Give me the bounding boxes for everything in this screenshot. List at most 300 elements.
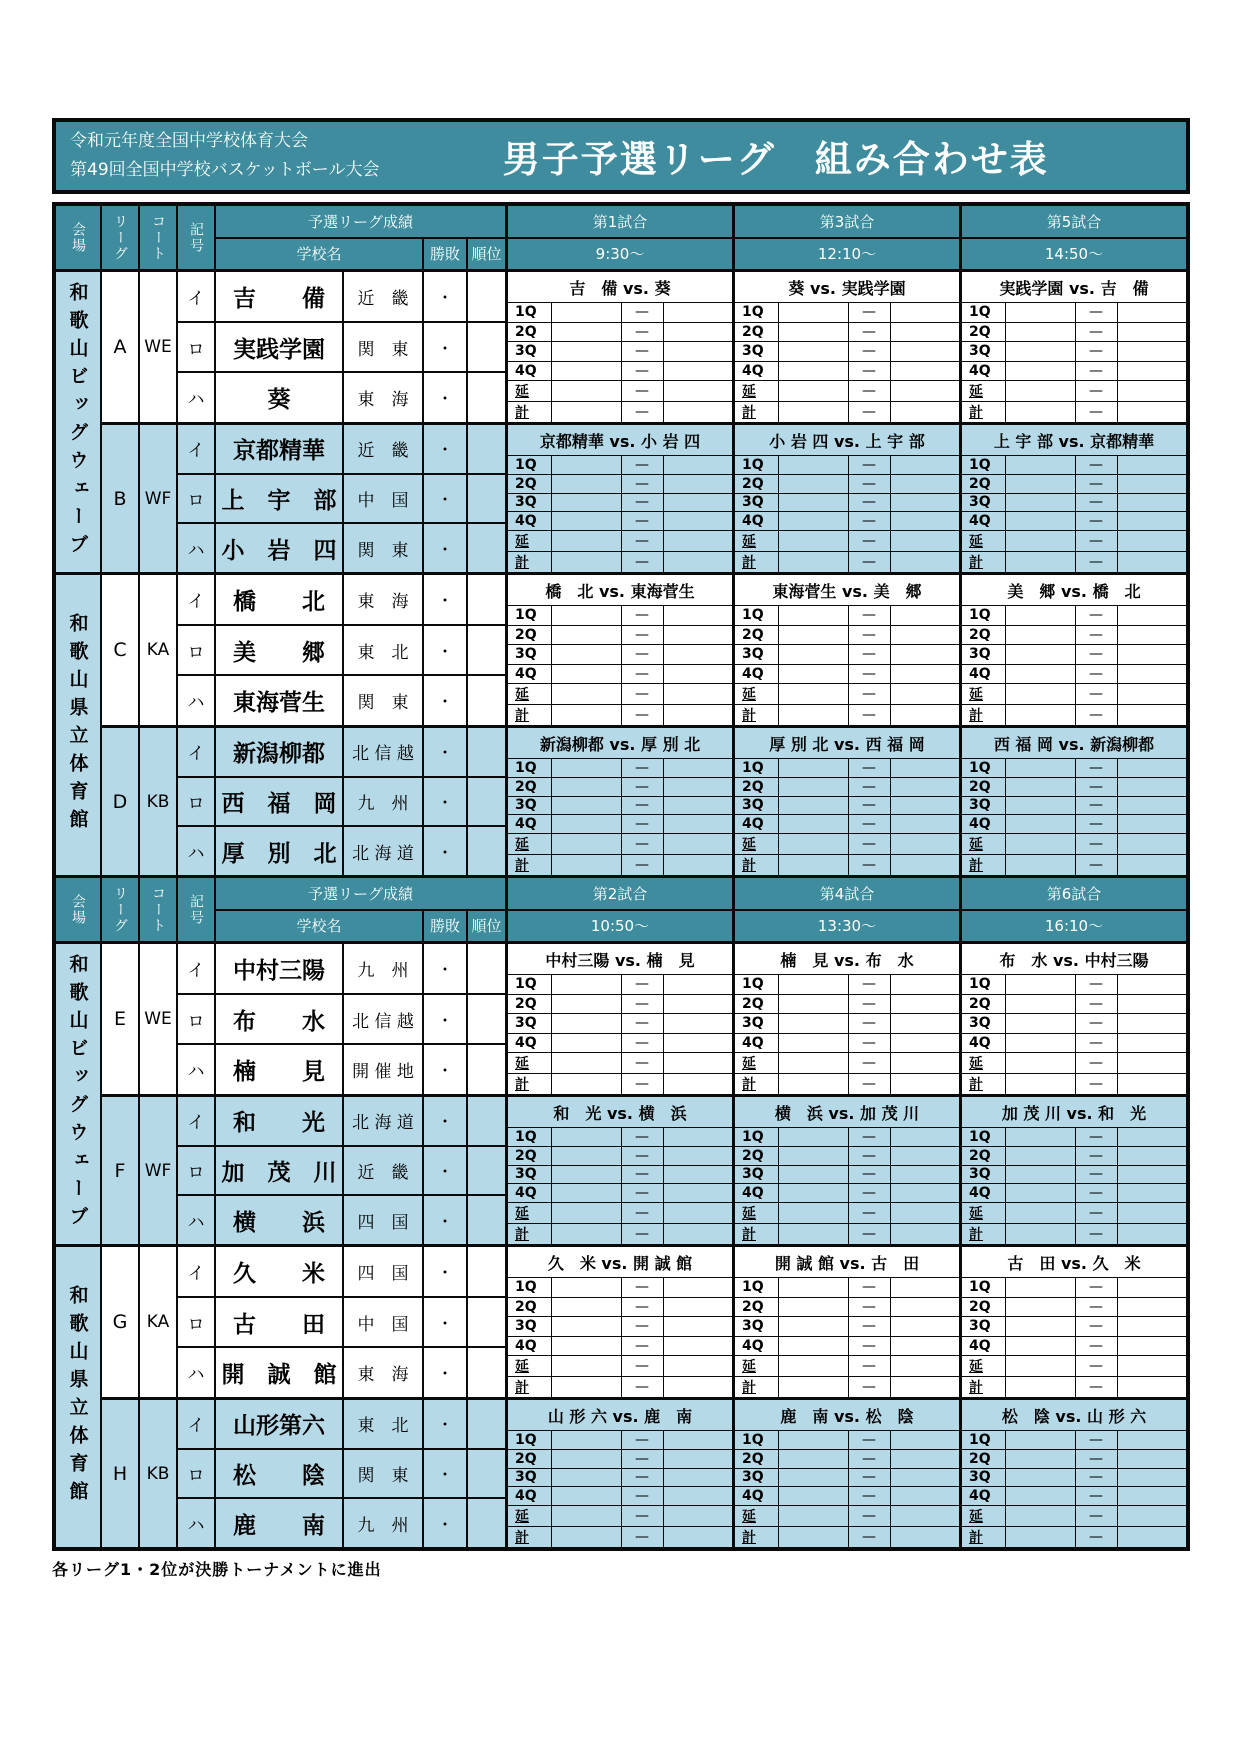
score-row xyxy=(508,1449,732,1468)
score-left-cell xyxy=(779,531,849,551)
school-win-loss: ・ xyxy=(424,1097,468,1145)
matchup-title: 美 郷 vs. 橋 北 xyxy=(1007,581,1141,601)
score-left-cell xyxy=(1006,531,1076,551)
score-dash: — xyxy=(849,606,891,625)
score-row xyxy=(962,605,1186,625)
score-left-cell xyxy=(779,1337,849,1356)
school-win-loss: ・ xyxy=(424,1147,468,1195)
score-dash: — xyxy=(622,1298,664,1317)
score-right-cell xyxy=(1118,381,1187,401)
score-dash: — xyxy=(622,1506,664,1526)
quarter-label: 計 xyxy=(735,552,779,572)
score-dash: — xyxy=(622,323,664,342)
score-row xyxy=(962,1033,1186,1053)
score-left-cell xyxy=(552,995,622,1014)
score-right-cell xyxy=(1118,1014,1187,1033)
score-row xyxy=(735,1316,959,1336)
score-right-cell xyxy=(891,1431,960,1449)
score-left-cell xyxy=(779,1487,849,1505)
school-row xyxy=(178,1296,505,1347)
score-left-cell xyxy=(779,665,849,684)
score-dash: — xyxy=(1076,1298,1118,1317)
quarter-label: 1Q xyxy=(508,303,552,322)
matchup-title: 久 米 vs. 開 誠 館 xyxy=(547,1253,693,1273)
score-dash: — xyxy=(622,1224,664,1244)
score-left-cell xyxy=(779,381,849,401)
school-row xyxy=(178,993,505,1044)
score-row xyxy=(735,625,959,645)
score-row xyxy=(735,1526,959,1547)
score-dash: — xyxy=(622,1377,664,1397)
score-right-cell xyxy=(664,1034,733,1053)
score-row xyxy=(508,1223,732,1244)
score-right-cell xyxy=(891,665,960,684)
quarter-label: 4Q xyxy=(735,362,779,381)
score-right-cell xyxy=(891,512,960,530)
header-match xyxy=(508,878,732,941)
score-right-cell xyxy=(1118,626,1187,645)
quarter-label: 計 xyxy=(508,402,552,422)
score-right-cell xyxy=(891,362,960,381)
matchup-title: 横 浜 vs. 加 茂 川 xyxy=(774,1103,920,1123)
score-row xyxy=(508,1376,732,1397)
score-left-cell xyxy=(1006,1184,1076,1202)
header-prelim-sub xyxy=(216,239,505,270)
score-right-cell xyxy=(891,494,960,512)
score-left-cell xyxy=(779,1128,849,1146)
score-dash: — xyxy=(622,1317,664,1336)
score-left-cell xyxy=(552,342,622,361)
school-win-loss: ・ xyxy=(424,272,468,321)
score-dash: — xyxy=(1076,1053,1118,1073)
quarter-label: 3Q xyxy=(735,1014,779,1033)
score-row xyxy=(962,1013,1186,1033)
score-right-cell xyxy=(1118,645,1187,664)
score-dash: — xyxy=(1076,1377,1118,1397)
score-row xyxy=(508,493,732,512)
score-row xyxy=(735,994,959,1014)
score-left-cell xyxy=(552,1203,622,1223)
league-block xyxy=(102,725,1186,875)
score-dash: — xyxy=(1076,665,1118,684)
quarter-label: 3Q xyxy=(508,342,552,361)
school-name: 厚 別 北 xyxy=(216,827,344,875)
quarter-label: 1Q xyxy=(508,456,552,474)
score-left-cell xyxy=(552,626,622,645)
school-win-loss: ・ xyxy=(424,323,468,372)
score-right-cell xyxy=(1118,1337,1187,1356)
quarter-label: 2Q xyxy=(962,475,1006,493)
league-letter: E xyxy=(102,944,140,1094)
quarter-label: 3Q xyxy=(735,797,779,815)
school-name: 東海菅生 xyxy=(216,676,344,725)
score-dash: — xyxy=(622,303,664,322)
score-right-cell xyxy=(664,834,733,854)
score-row xyxy=(962,1073,1186,1094)
school-symbol: ロ xyxy=(178,995,216,1044)
score-left-cell xyxy=(1006,1356,1076,1376)
score-row xyxy=(508,551,732,572)
score-dash: — xyxy=(1076,626,1118,645)
match-start-time: 14:50～ xyxy=(1044,245,1104,264)
score-row xyxy=(508,1486,732,1505)
school-region: 四 国 xyxy=(344,1247,424,1296)
score-right-cell xyxy=(664,475,733,493)
score-left-cell xyxy=(779,1298,849,1317)
match-box xyxy=(959,575,1186,725)
score-left-cell xyxy=(779,1203,849,1223)
quarter-label: 計 xyxy=(962,1074,1006,1094)
score-row xyxy=(508,1073,732,1094)
match-number: 第6試合 xyxy=(962,878,1186,911)
score-dash: — xyxy=(622,475,664,493)
score-dash: — xyxy=(1076,1278,1118,1297)
score-dash: — xyxy=(622,531,664,551)
quarter-label: 延 xyxy=(962,531,1006,551)
score-right-cell xyxy=(664,855,733,875)
score-row xyxy=(962,1486,1186,1505)
score-left-cell xyxy=(779,995,849,1014)
score-right-cell xyxy=(891,645,960,664)
score-right-cell xyxy=(891,759,960,777)
quarter-label: 1Q xyxy=(508,1128,552,1146)
quarter-label: 1Q xyxy=(735,759,779,777)
score-row xyxy=(508,302,732,322)
score-left-cell xyxy=(552,834,622,854)
score-dash: — xyxy=(1076,995,1118,1014)
score-left-cell xyxy=(552,1053,622,1073)
quarter-label: 4Q xyxy=(962,815,1006,833)
score-left-cell xyxy=(552,362,622,381)
header-symbol: 記号 xyxy=(178,878,216,941)
score-dash: — xyxy=(622,1147,664,1165)
match-start-time: 16:10～ xyxy=(1044,917,1104,936)
score-left-cell xyxy=(779,815,849,833)
score-row xyxy=(735,1355,959,1376)
school-row xyxy=(178,728,505,776)
school-region: 北 海 道 xyxy=(344,1097,424,1145)
score-dash: — xyxy=(1076,1506,1118,1526)
score-right-cell xyxy=(664,684,733,704)
score-right-cell xyxy=(891,342,960,361)
score-right-cell xyxy=(891,705,960,725)
score-dash: — xyxy=(849,778,891,796)
score-dash: — xyxy=(622,1074,664,1094)
quarter-label: 1Q xyxy=(962,975,1006,994)
score-row xyxy=(735,302,959,322)
header-symbol: 記号 xyxy=(178,206,216,269)
quarter-label: 1Q xyxy=(962,456,1006,474)
quarter-label: 計 xyxy=(508,1527,552,1547)
school-name: 小 岩 四 xyxy=(216,524,344,572)
score-dash: — xyxy=(622,759,664,777)
quarter-label: 延 xyxy=(962,1356,1006,1376)
school-symbol: イ xyxy=(178,944,216,993)
score-right-cell xyxy=(1118,1317,1187,1336)
school-row xyxy=(178,1043,505,1094)
score-right-cell xyxy=(664,1278,733,1297)
score-row xyxy=(735,1127,959,1146)
school-row xyxy=(178,1448,505,1498)
school-region: 九 州 xyxy=(344,1499,424,1547)
score-right-cell xyxy=(891,626,960,645)
score-dash: — xyxy=(622,1431,664,1449)
schools-column xyxy=(178,1400,508,1547)
score-right-cell xyxy=(891,834,960,854)
school-region: 東 北 xyxy=(344,1400,424,1448)
score-row xyxy=(508,455,732,474)
score-dash: — xyxy=(1076,531,1118,551)
score-left-cell xyxy=(779,705,849,725)
school-symbol: イ xyxy=(178,1097,216,1145)
score-right-cell xyxy=(664,456,733,474)
court-code: WF xyxy=(140,425,178,572)
court-code: KB xyxy=(140,1400,178,1547)
league-block xyxy=(102,1397,1186,1547)
score-left-cell xyxy=(779,512,849,530)
score-right-cell xyxy=(1118,1469,1187,1487)
score-left-cell xyxy=(779,1224,849,1244)
score-dash: — xyxy=(1076,975,1118,994)
score-row xyxy=(962,1165,1186,1184)
school-rank xyxy=(468,475,505,523)
score-left-cell xyxy=(1006,475,1076,493)
venue-cell: 和歌山ビッグウェーブ xyxy=(56,272,102,572)
score-dash: — xyxy=(1076,456,1118,474)
score-right-cell xyxy=(1118,665,1187,684)
score-row xyxy=(508,1430,732,1449)
header-rank: 順位 xyxy=(471,245,502,264)
school-name: 加 茂 川 xyxy=(216,1147,344,1195)
score-dash: — xyxy=(1076,1431,1118,1449)
score-right-cell xyxy=(664,303,733,322)
score-dash: — xyxy=(849,362,891,381)
score-right-cell xyxy=(891,1469,960,1487)
quarter-label: 3Q xyxy=(962,1469,1006,1487)
score-right-cell xyxy=(1118,778,1187,796)
match-box xyxy=(508,728,732,875)
score-row xyxy=(735,551,959,572)
score-dash: — xyxy=(622,815,664,833)
score-row xyxy=(962,1183,1186,1202)
schools-column xyxy=(178,728,508,875)
score-right-cell xyxy=(664,402,733,422)
quarter-label: 延 xyxy=(735,1356,779,1376)
score-row xyxy=(735,474,959,493)
quarter-label: 2Q xyxy=(508,778,552,796)
league-half xyxy=(56,875,1186,1547)
score-row xyxy=(508,704,732,725)
match-number: 第2試合 xyxy=(508,878,732,911)
score-left-cell xyxy=(1006,834,1076,854)
header-school-name: 学校名 xyxy=(216,911,424,942)
score-dash: — xyxy=(622,512,664,530)
score-dash: — xyxy=(622,1487,664,1505)
score-dash: — xyxy=(849,552,891,572)
score-left-cell xyxy=(552,1166,622,1184)
score-dash: — xyxy=(622,1053,664,1073)
school-rank xyxy=(468,1298,505,1347)
score-dash: — xyxy=(622,1356,664,1376)
score-dash: — xyxy=(622,1337,664,1356)
quarter-label: 計 xyxy=(735,1527,779,1547)
score-dash: — xyxy=(622,1450,664,1468)
school-symbol: イ xyxy=(178,1400,216,1448)
quarter-label: 4Q xyxy=(508,665,552,684)
score-right-cell xyxy=(664,606,733,625)
score-row xyxy=(508,777,732,796)
school-symbol: イ xyxy=(178,425,216,473)
quarter-label: 2Q xyxy=(508,475,552,493)
quarter-label: 3Q xyxy=(735,1317,779,1336)
score-row xyxy=(508,380,732,401)
score-right-cell xyxy=(664,1431,733,1449)
score-left-cell xyxy=(779,1074,849,1094)
score-left-cell xyxy=(1006,975,1076,994)
score-row xyxy=(962,1202,1186,1223)
score-left-cell xyxy=(1006,665,1076,684)
score-row xyxy=(735,1052,959,1073)
score-row xyxy=(962,833,1186,854)
quarter-label: 計 xyxy=(508,552,552,572)
matchup-title: 開 誠 館 vs. 古 田 xyxy=(774,1253,920,1273)
score-row xyxy=(962,758,1186,777)
score-dash: — xyxy=(1076,705,1118,725)
score-right-cell xyxy=(1118,342,1187,361)
score-dash: — xyxy=(622,494,664,512)
score-left-cell xyxy=(552,552,622,572)
matchup-title: 加 茂 川 vs. 和 光 xyxy=(1001,1103,1147,1123)
quarter-label: 4Q xyxy=(962,1184,1006,1202)
school-region: 近 畿 xyxy=(344,272,424,321)
school-rank xyxy=(468,272,505,321)
quarter-label: 延 xyxy=(508,1356,552,1376)
quarter-label: 2Q xyxy=(508,1298,552,1317)
score-right-cell xyxy=(1118,323,1187,342)
score-dash: — xyxy=(849,1527,891,1547)
school-row xyxy=(178,1247,505,1296)
school-rank xyxy=(468,1348,505,1397)
score-row xyxy=(962,1316,1186,1336)
quarter-label: 1Q xyxy=(962,303,1006,322)
score-row xyxy=(962,1376,1186,1397)
score-left-cell xyxy=(552,1074,622,1094)
score-left-cell xyxy=(779,797,849,815)
school-region: 北 海 道 xyxy=(344,827,424,875)
school-region: 関 東 xyxy=(344,1450,424,1498)
score-left-cell xyxy=(779,1184,849,1202)
score-left-cell xyxy=(1006,1527,1076,1547)
score-row xyxy=(735,1376,959,1397)
score-row xyxy=(508,511,732,530)
score-dash: — xyxy=(1076,1074,1118,1094)
score-row xyxy=(962,625,1186,645)
score-dash: — xyxy=(1076,797,1118,815)
score-dash: — xyxy=(622,778,664,796)
school-name: 実践学園 xyxy=(216,323,344,372)
quarter-label: 3Q xyxy=(508,1014,552,1033)
quarter-label: 2Q xyxy=(735,995,779,1014)
score-right-cell xyxy=(891,456,960,474)
quarter-label: 4Q xyxy=(735,1337,779,1356)
score-right-cell xyxy=(664,552,733,572)
score-left-cell xyxy=(552,606,622,625)
score-row xyxy=(508,401,732,422)
match-box xyxy=(959,728,1186,875)
school-name: 中村三陽 xyxy=(216,944,344,993)
school-name: 松 陰 xyxy=(216,1450,344,1498)
score-row xyxy=(508,796,732,815)
match-number: 第5試合 xyxy=(962,206,1186,239)
score-right-cell xyxy=(664,362,733,381)
score-row xyxy=(508,474,732,493)
quarter-label: 3Q xyxy=(508,1166,552,1184)
school-region: 関 東 xyxy=(344,524,424,572)
score-row xyxy=(508,1202,732,1223)
quarter-label: 2Q xyxy=(508,995,552,1014)
score-left-cell xyxy=(552,1431,622,1449)
score-row xyxy=(735,1033,959,1053)
score-dash: — xyxy=(622,665,664,684)
school-win-loss: ・ xyxy=(424,778,468,826)
score-right-cell xyxy=(1118,759,1187,777)
score-row xyxy=(735,1505,959,1526)
score-dash: — xyxy=(1076,342,1118,361)
score-dash: — xyxy=(1076,402,1118,422)
league-letter: G xyxy=(102,1247,140,1397)
score-right-cell xyxy=(1118,1147,1187,1165)
quarter-label: 延 xyxy=(735,834,779,854)
court-code: KB xyxy=(140,728,178,875)
header-school-name: 学校名 xyxy=(216,239,424,270)
school-rank xyxy=(468,827,505,875)
score-left-cell xyxy=(1006,705,1076,725)
score-right-cell xyxy=(1118,1450,1187,1468)
school-row xyxy=(178,1346,505,1397)
school-name: 久 米 xyxy=(216,1247,344,1296)
score-dash: — xyxy=(849,1317,891,1336)
school-name: 鹿 南 xyxy=(216,1499,344,1547)
league-block xyxy=(102,1094,1186,1244)
school-symbol: ロ xyxy=(178,778,216,826)
score-right-cell xyxy=(664,1014,733,1033)
match-box xyxy=(959,1400,1186,1547)
quarter-label: 2Q xyxy=(508,1450,552,1468)
score-row xyxy=(962,511,1186,530)
score-left-cell xyxy=(552,381,622,401)
school-name: 和 光 xyxy=(216,1097,344,1145)
score-right-cell xyxy=(1118,855,1187,875)
score-row xyxy=(962,361,1186,381)
score-dash: — xyxy=(849,323,891,342)
score-row xyxy=(735,1146,959,1165)
score-left-cell xyxy=(1006,1450,1076,1468)
table-header xyxy=(56,878,1186,944)
matchup-title: 厚 別 北 vs. 西 福 岡 xyxy=(769,734,925,754)
quarter-label: 4Q xyxy=(508,362,552,381)
school-rank xyxy=(468,1097,505,1145)
quarter-label: 1Q xyxy=(735,606,779,625)
score-row xyxy=(962,644,1186,664)
score-right-cell xyxy=(664,1298,733,1317)
score-right-cell xyxy=(891,531,960,551)
score-dash: — xyxy=(849,759,891,777)
school-rank xyxy=(468,323,505,372)
venue-pair xyxy=(56,1244,1186,1547)
score-row xyxy=(735,511,959,530)
header-win-loss: 勝敗 xyxy=(424,239,468,270)
score-right-cell xyxy=(1118,684,1187,704)
